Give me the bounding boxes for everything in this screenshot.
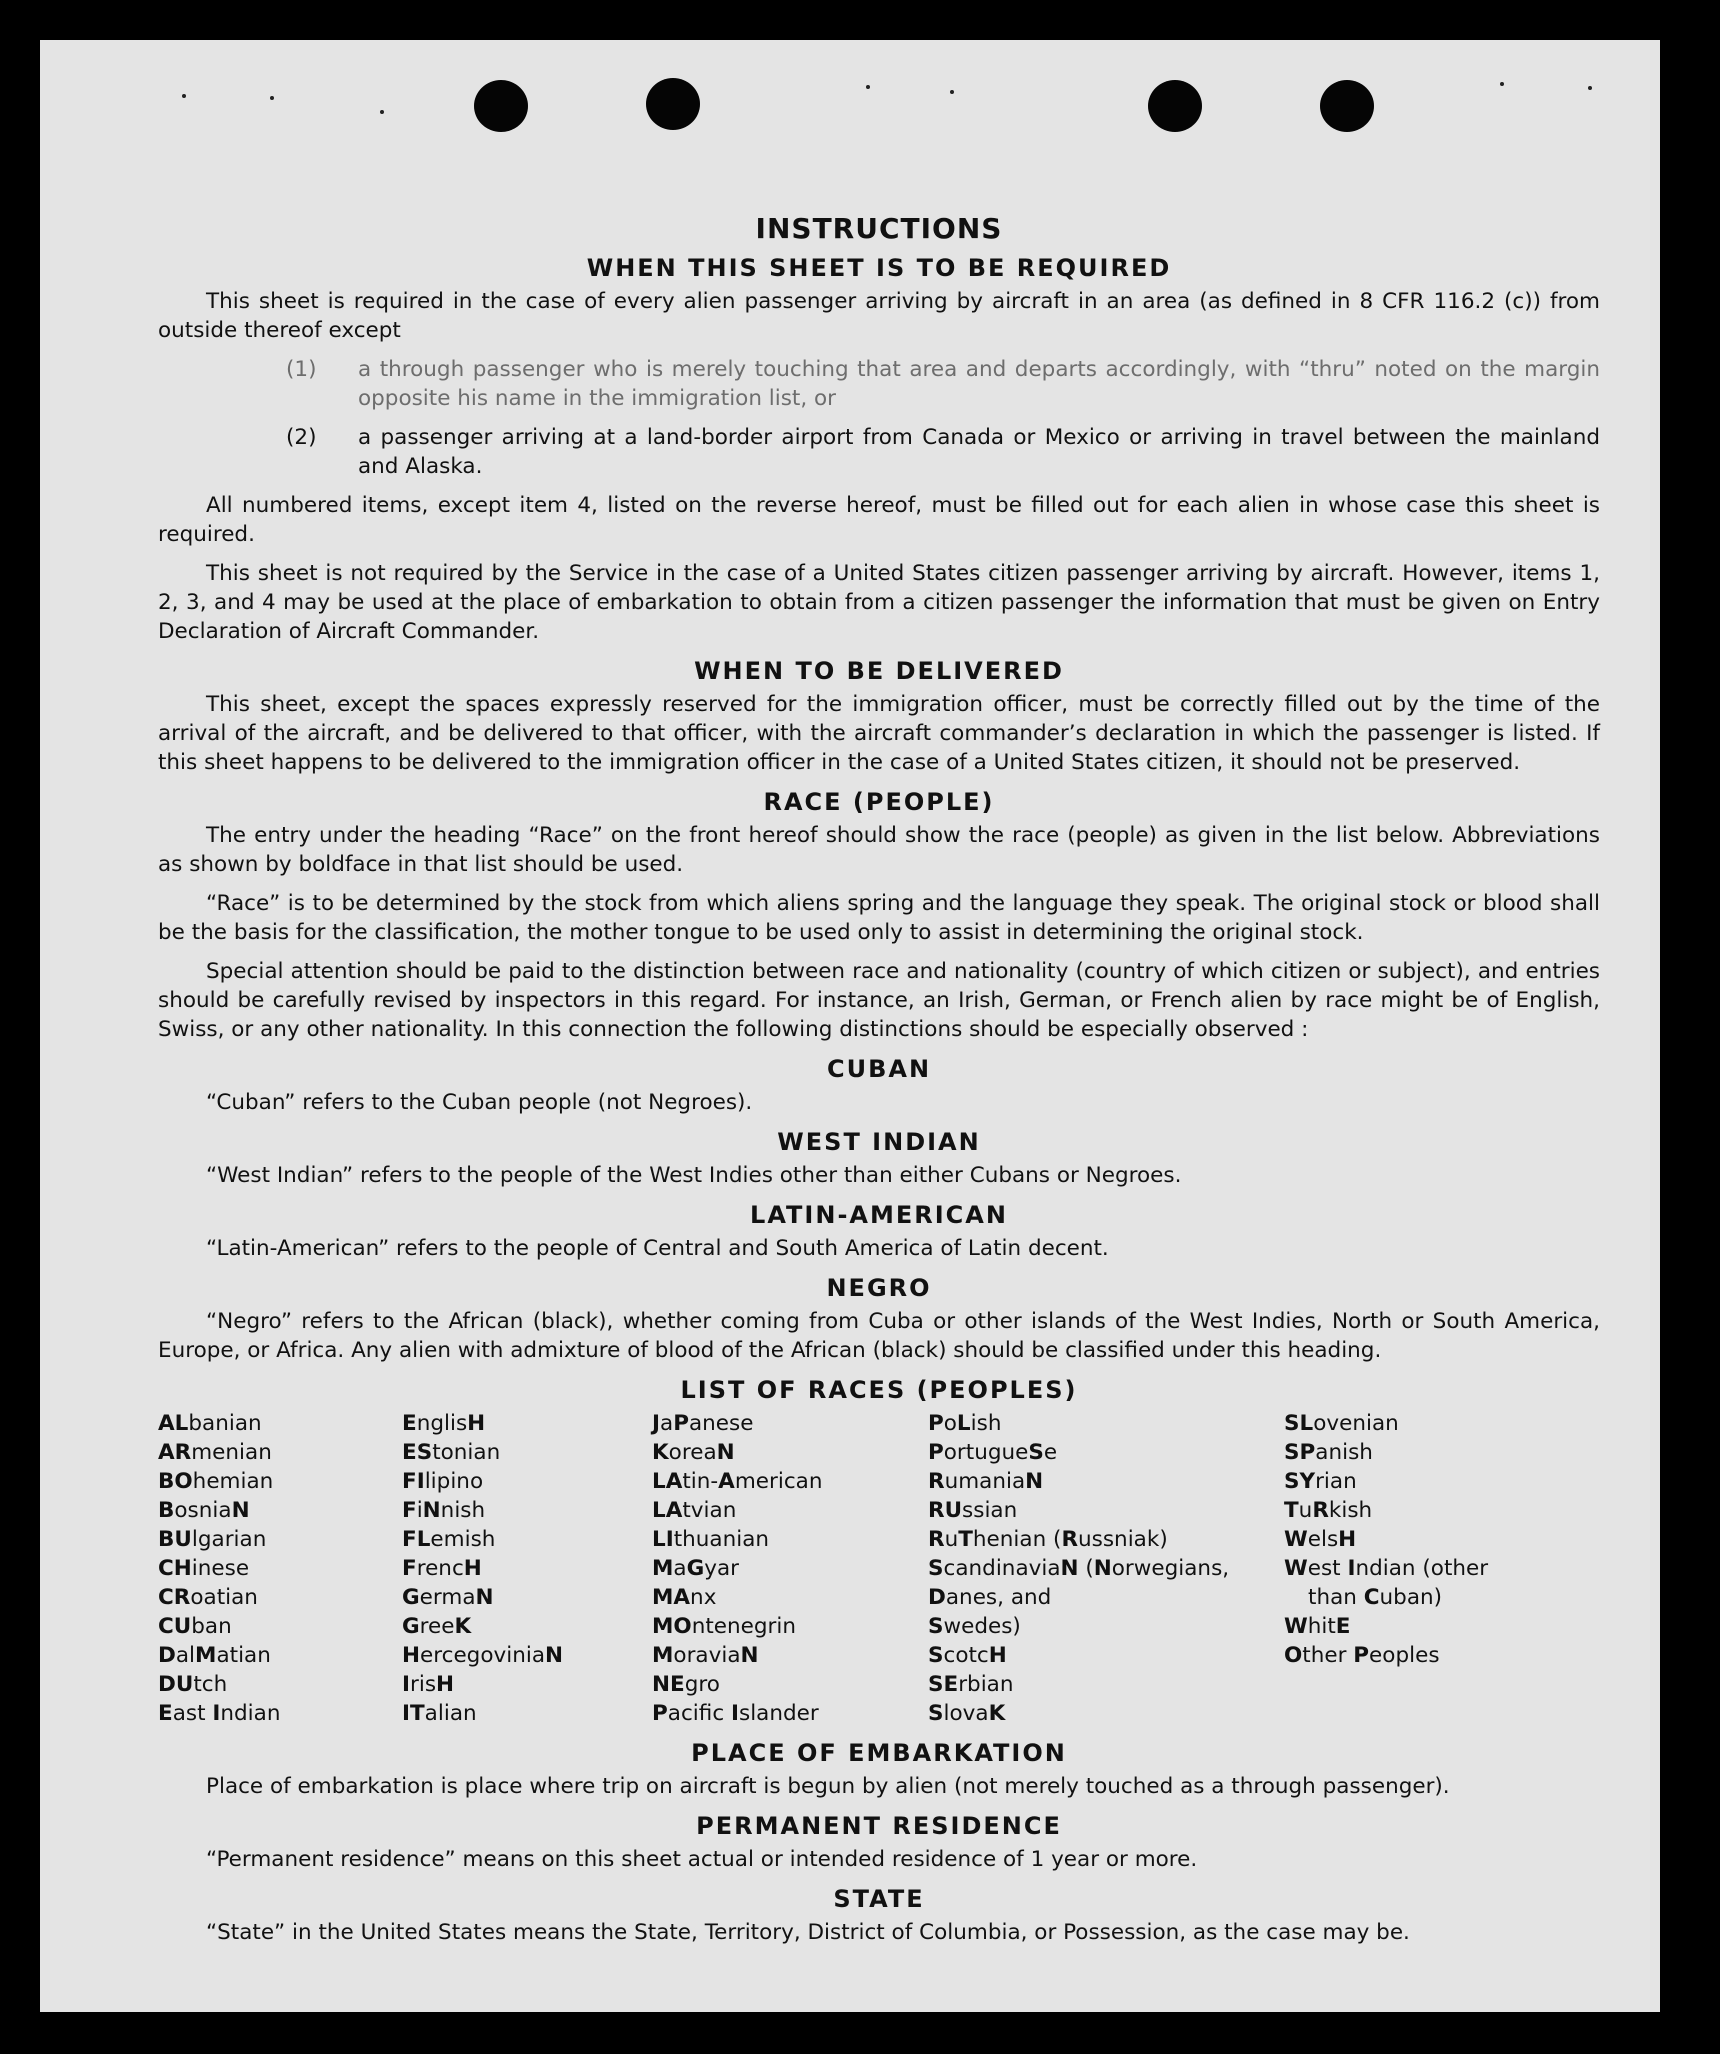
section-heading-west-indian: WEST INDIAN	[777, 1128, 981, 1156]
race-entry: West Indian (other	[1284, 1556, 1489, 1581]
race-entry: Danes, and	[928, 1585, 1052, 1610]
race-entry: JaPanese	[652, 1411, 754, 1436]
race-entry: SErbian	[928, 1672, 1014, 1697]
race-entry: CUban	[158, 1614, 232, 1639]
speck	[1588, 86, 1592, 90]
speck	[380, 110, 384, 114]
race-entry: RumaniaN	[928, 1469, 1044, 1494]
residence-paragraph: “Permanent residence” means on this sheet actual or intended residence of 1 year or more.	[206, 1847, 1198, 1872]
race-entry: DalMatian	[158, 1643, 271, 1668]
race-entry: SPanish	[1284, 1440, 1373, 1465]
race-entry: FIlipino	[402, 1469, 484, 1494]
item-number: (1)	[286, 357, 317, 382]
latin-american-paragraph: “Latin-American” refers to the people of Central and South America of Latin decent.	[206, 1236, 1109, 1261]
race-entry: MoraviaN	[652, 1643, 759, 1668]
race-entry: WelsH	[1284, 1527, 1357, 1552]
exception-item	[158, 423, 1600, 481]
west-indian-paragraph: “West Indian” refers to the people of the West Indies other than either Cubans or Negroes.	[206, 1163, 1182, 1188]
races-column	[402, 1409, 652, 1728]
section-heading-race: RACE (PEOPLE)	[763, 788, 995, 816]
race-entry: East Indian	[158, 1701, 281, 1726]
race-entry: ALbanian	[158, 1411, 262, 1436]
punch-hole	[474, 80, 528, 132]
race-entry: than Cuban)	[1308, 1585, 1443, 1610]
race-entry: TuRkish	[1284, 1498, 1373, 1523]
race-entry: SLovenian	[1284, 1411, 1399, 1436]
instructions-text	[158, 170, 1600, 1957]
speck	[182, 94, 186, 98]
race-paragraph: Special attention should be paid to the distinction between race and nationality (country of which citizen or subject), and entries should be carefully revised by inspectors in this regard. For instance, an Irish, German, or French alien by race might be of English, Swiss, or any other nationality. In this connection the following distinctions should be especially observed :	[158, 959, 1600, 1042]
punch-hole	[1148, 80, 1202, 132]
state-paragraph: “State” in the United States means the State, Territory, District of Columbia, or Possession, as the case may be.	[206, 1920, 1410, 1945]
negro-paragraph: “Negro” refers to the African (black), whether coming from Cuba or other islands of the West Indies, North or South America, Europe, or Africa. Any alien with admixture of blood of the African (black) should be classified under this heading.	[158, 1309, 1600, 1363]
race-entry: LAtin-American	[652, 1469, 823, 1494]
document-sheet	[40, 40, 1660, 2012]
embarkation-paragraph: Place of embarkation is place where trip on aircraft is begun by alien (not merely touched as a through passenger).	[206, 1774, 1450, 1799]
race-entry: PortugueSe	[928, 1440, 1058, 1465]
race-entry: MAnx	[652, 1585, 717, 1610]
race-entry: ITalian	[402, 1701, 477, 1726]
section-heading-cuban: CUBAN	[826, 1055, 932, 1083]
race-entry: ScotcH	[928, 1643, 1007, 1668]
race-entry: FLemish	[402, 1527, 496, 1552]
race-entry: GreeK	[402, 1614, 472, 1639]
section-heading-negro: NEGRO	[826, 1274, 932, 1302]
speck	[950, 90, 954, 94]
race-entry: NEgro	[652, 1672, 720, 1697]
races-column	[928, 1409, 1284, 1728]
race-entry: KoreaN	[652, 1440, 735, 1465]
race-entry: FrencH	[402, 1556, 482, 1581]
speck	[1500, 82, 1504, 86]
punch-hole	[1320, 80, 1374, 132]
race-entry: GermaN	[402, 1585, 494, 1610]
race-entry: Swedes)	[928, 1614, 1021, 1639]
race-entry: BosniaN	[158, 1498, 250, 1523]
race-entry: HercegoviniaN	[402, 1643, 564, 1668]
races-column	[158, 1409, 402, 1728]
race-entry: LAtvian	[652, 1498, 737, 1523]
exception-item	[158, 355, 1600, 413]
race-entry: SlovaK	[928, 1701, 1006, 1726]
numbered-items-paragraph: All numbered items, except item 4, listed on the reverse hereof, must be filled out for each alien in whose case this sheet is required.	[158, 493, 1600, 547]
race-entry: MaGyar	[652, 1556, 740, 1581]
race-entry: SYrian	[1284, 1469, 1357, 1494]
speck	[866, 85, 870, 89]
race-entry: DUtch	[158, 1672, 228, 1697]
citizen-paragraph: This sheet is not required by the Service in the case of a United States citizen passenger arriving by aircraft. However, items 1, 2, 3, and 4 may be used at the place of embarkation to obtain from a citizen passenger the information that must be given on Entry Declaration of Aircraft Commander.	[158, 561, 1600, 644]
required-intro: This sheet is required in the case of every alien passenger arriving by aircraft in an area (as defined in 8 CFR 116.2 (c)) from outside thereof except	[158, 289, 1600, 343]
race-entry: BUlgarian	[158, 1527, 267, 1552]
race-entry: EnglisH	[402, 1411, 486, 1436]
race-entry: IrisH	[402, 1672, 455, 1697]
page-title: INSTRUCTIONS	[755, 212, 1003, 245]
race-entry: EStonian	[402, 1440, 501, 1465]
section-heading-state: STATE	[833, 1885, 925, 1913]
race-entry: Other Peoples	[1284, 1643, 1440, 1668]
delivered-paragraph: This sheet, except the spaces expressly reserved for the immigration officer, must be correctly filled out by the time of the arrival of the aircraft, and be delivered to that officer, with the aircraft commander’s declaration in which the passenger is listed. If this sheet happens to be delivered to the immigration officer in the case of a United States citizen, it should not be preserved.	[158, 692, 1600, 775]
race-entry: RuThenian (Russniak)	[928, 1527, 1168, 1552]
race-entry: WhitE	[1284, 1614, 1351, 1639]
races-list	[158, 1409, 1600, 1728]
item-text: a passenger arriving at a land-border airport from Canada or Mexico or arriving in travel between the mainland and Alaska.	[358, 425, 1600, 479]
race-entry: RUssian	[928, 1498, 1018, 1523]
race-entry: MOntenegrin	[652, 1614, 796, 1639]
race-paragraph: The entry under the heading “Race” on the front hereof should show the race (people) as given in the list below. Abbreviations as shown by boldface in that list should be used.	[158, 823, 1600, 877]
punch-hole	[646, 78, 700, 130]
item-text: a through passenger who is merely touching that area and departs accordingly, with “thru” noted on the margin opposite his name in the immigration list, or	[358, 357, 1600, 411]
race-entry: Pacifc Islander	[652, 1701, 819, 1726]
section-heading-races-list: LIST OF RACES (PEOPLES)	[680, 1376, 1078, 1404]
section-heading-delivered: WHEN TO BE DELIVERED	[694, 657, 1064, 685]
section-heading-required: WHEN THIS SHEET IS TO BE REQUIRED	[586, 254, 1172, 282]
race-entry: ARmenian	[158, 1440, 272, 1465]
cuban-paragraph: “Cuban” refers to the Cuban people (not Negroes).	[206, 1090, 753, 1115]
section-heading-embarkation: PLACE OF EMBARKATION	[691, 1739, 1067, 1767]
race-entry: LIthuanian	[652, 1527, 770, 1552]
item-number: (2)	[286, 425, 317, 450]
race-entry: BOhemian	[158, 1469, 274, 1494]
section-heading-latin-american: LATIN-AMERICAN	[750, 1201, 1008, 1229]
race-entry: PoLish	[928, 1411, 1002, 1436]
race-entry: CRoatian	[158, 1585, 258, 1610]
race-entry: CHinese	[158, 1556, 250, 1581]
race-entry: ScandinaviaN (Norwegians,	[928, 1556, 1230, 1581]
races-column	[1284, 1409, 1488, 1728]
section-heading-residence: PERMANENT RESIDENCE	[696, 1812, 1062, 1840]
speck	[270, 96, 274, 100]
races-column	[652, 1409, 928, 1728]
race-paragraph: “Race” is to be determined by the stock from which aliens spring and the language they speak. The original stock or blood shall be the basis for the classification, the mother tongue to be used only to assist in determining the original stock.	[158, 891, 1600, 945]
race-entry: FiNnish	[402, 1498, 486, 1523]
